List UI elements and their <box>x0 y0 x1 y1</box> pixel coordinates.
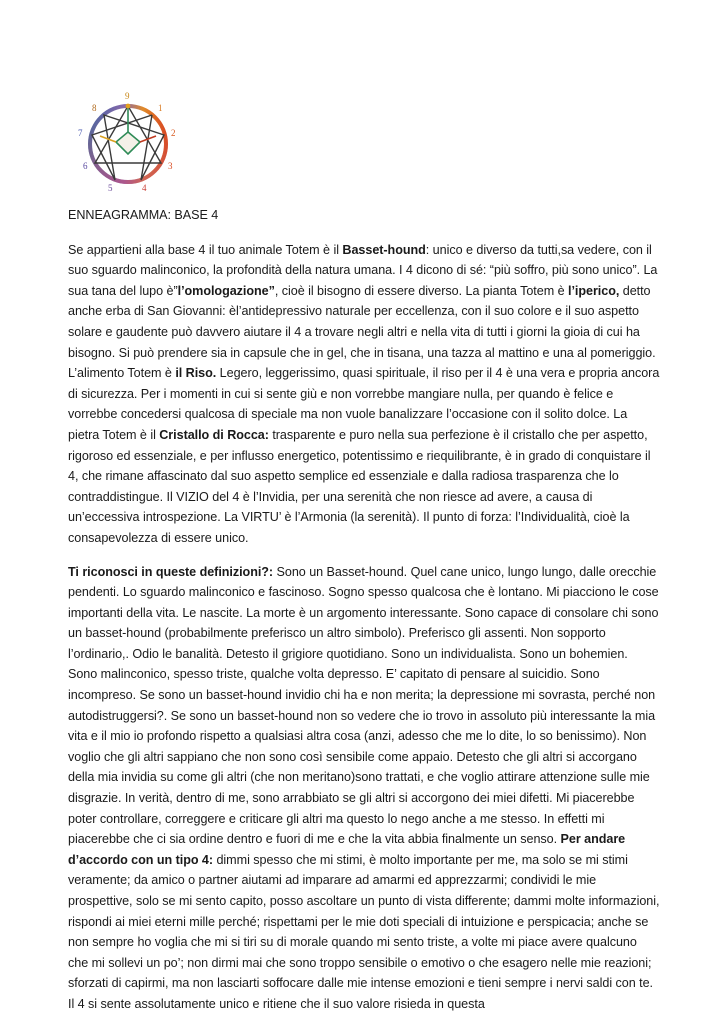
enneagram-number-9: 9 <box>125 91 130 101</box>
enneagram-number-6: 6 <box>83 161 88 171</box>
text-run: Legero, leggerissimo, quasi spirituale, il riso per il 4 è una vera e propria ancora di sicurezza. Per i momenti in cui si sente giù e non vorrebbe mangiare nulla, per quando è felice e vorrebbe concedersi qualcosa di speciale ma non vuole banalizzare l’occasione con il solito dolce. La pietra Totem è il <box>68 366 660 442</box>
text-run: : unico e diverso da tutti,sa vedere, con il suo sguardo malinconico, la profondità della natura umana. I 4 dicono di sé: “più soffro, più sono unico”. La sua tana del lupo è” <box>68 242 658 298</box>
bold-cristallo: Cristallo di Rocca: <box>159 427 269 442</box>
enneagram-number-1: 1 <box>158 103 163 113</box>
text-run: , cioè il bisogno di essere diverso. La pianta Totem è <box>274 283 568 298</box>
text-run: Sono un Basset-hound. Quel cane unico, lungo lungo, dalle orecchie pendenti. Lo sguardo malinconico e fascinoso. Sogno spesso qualcosa che è lontano. Mi piacciono le cose importanti della vita. Le nascite. La morte è un argomento interessante. Sono capace di consolare chi sono un basset-hound (probabilmente preferisco un altro simbolo). Preferisco gli assenti. Non sopporto l’ordinario,. Odio le banalità. Detesto il grigiore quotidiano. Sono un individualista. Sono un bohemien. Sono malinconico, spesso triste, qualche volta depresso. E’ capitato di pensare al suicidio. Sono incompreso. Se sono un basset-hound invidio chi ha e non merita; la depressione mi sovrasta, perché non autodistruggersi?. Se sono un basset-hound non so vedere che io trovo in assoluto più interessante la mia vita e il mio io profondo rispetto a qualsiasi altra cosa (anzi, adesso che me lo dite, lo so benissimo). Non voglio che gli altri sappiano che non sono così sensibile come appaio. Detesto che gli altri si accorgano della mia invidia su come gli altri (che non meritano)sono trattati, e che voglio attirare attenzione sulle mie disgrazie. In verità, dentro di me, sono arrabbiato se gli altri si accorgono dei miei difetti. Mi piacerebbe poter controllare, correggere e criticare gli altri ma questo lo nego anche a me stesso. In effetti mi piacerebbe che ci sia ordine dentro e fuori di me e che la vita abbia finalmente un senso. <box>68 564 659 847</box>
text-run: trasparente e puro nella sua perfezione è il cristallo che per aspetto, rigoroso ed essenziale, e per influsso energetico, potentissimo e riequilibrante, è in grado di conquistare il 4, che rimane affascinato dal suo aspetto semplice ed essenziale e dalla radiosa trasparenza che lo contraddistingue. Il VIZIO del 4 è l’Invidia, per una serenità che non riesce ad avere, a causa di un’eccessiva introspezione. La VIRTU’ è l’Armonia (la serenità). Il punto di forza: l’Individualità, cioè la consapevolezza di essere unico. <box>68 427 651 545</box>
enneagram-number-8: 8 <box>92 103 97 113</box>
text-run: Se appartieni alla base 4 il tuo animale Totem è il <box>68 242 343 257</box>
enneagram-number-5: 5 <box>108 183 113 193</box>
enneagram-number-7: 7 <box>78 128 83 138</box>
bold-basset-hound: Basset-hound <box>342 242 426 257</box>
paragraph-definitions <box>68 562 660 1015</box>
enneagram-logo <box>70 88 190 198</box>
bold-ti-riconosci: Ti riconosci in queste definizioni?: <box>68 564 274 579</box>
bold-per-andare-daccordo: Per andare d’accordo con un tipo 4: <box>68 832 626 867</box>
enneagram-number-4: 4 <box>142 183 147 193</box>
bold-omologazione: l’omologazione” <box>177 283 275 298</box>
paragraph-totem <box>68 240 660 549</box>
enneagram-number-2: 2 <box>171 128 176 138</box>
text-run: dimmi spesso che mi stimi, è molto importante per me, ma solo se mi stimi veramente; da amico o partner aiutami ad imparare ad amarmi ed apprezzarmi; condividi le mie prospettive, solo se mi sento capito, posso ascoltare un punto di vista differente; dammi molte informazioni, rispondi ai miei eterni mille perché; rispettami per le mie doti speciali di intuizione e perspicacia; anche se non sempre ho voglia che mi si tiri su di morale quando mi sento triste, a volte mi piace avere qualcuno che mi sollevi un po’; non dirmi mai che sono troppo sensibile o emotivo o che esagero nelle mie reazioni; sforzati di capirmi, ma non lasciarti soffocare dalle mie intense emozioni e tieni sempre i nervi saldi con te. Il 4 si sente assolutamente unico e ritiene che il suo valore risieda in questa <box>68 852 660 1011</box>
text-run: detto anche erba di San Giovanni: èl’antidepressivo naturale per eccellenza, con il suo colore e il suo aspetto solare e gaudente può davvero aiutare il 4 a trovare negli altri e nella vita di tutti i giorni la gioia di cui ha bisogno. Si può prendere sia in capsule che in gel, che in tisana, una tazza al mattino e una al pomeriggio. L’alimento Totem è <box>68 283 656 381</box>
bold-iperico: l’iperico, <box>568 283 620 298</box>
bold-riso: il Riso. <box>175 366 217 381</box>
document-heading: ENNEAGRAMMA: BASE 4 <box>68 208 219 222</box>
enneagram-number-3: 3 <box>168 161 173 171</box>
document-body <box>68 205 660 1028</box>
